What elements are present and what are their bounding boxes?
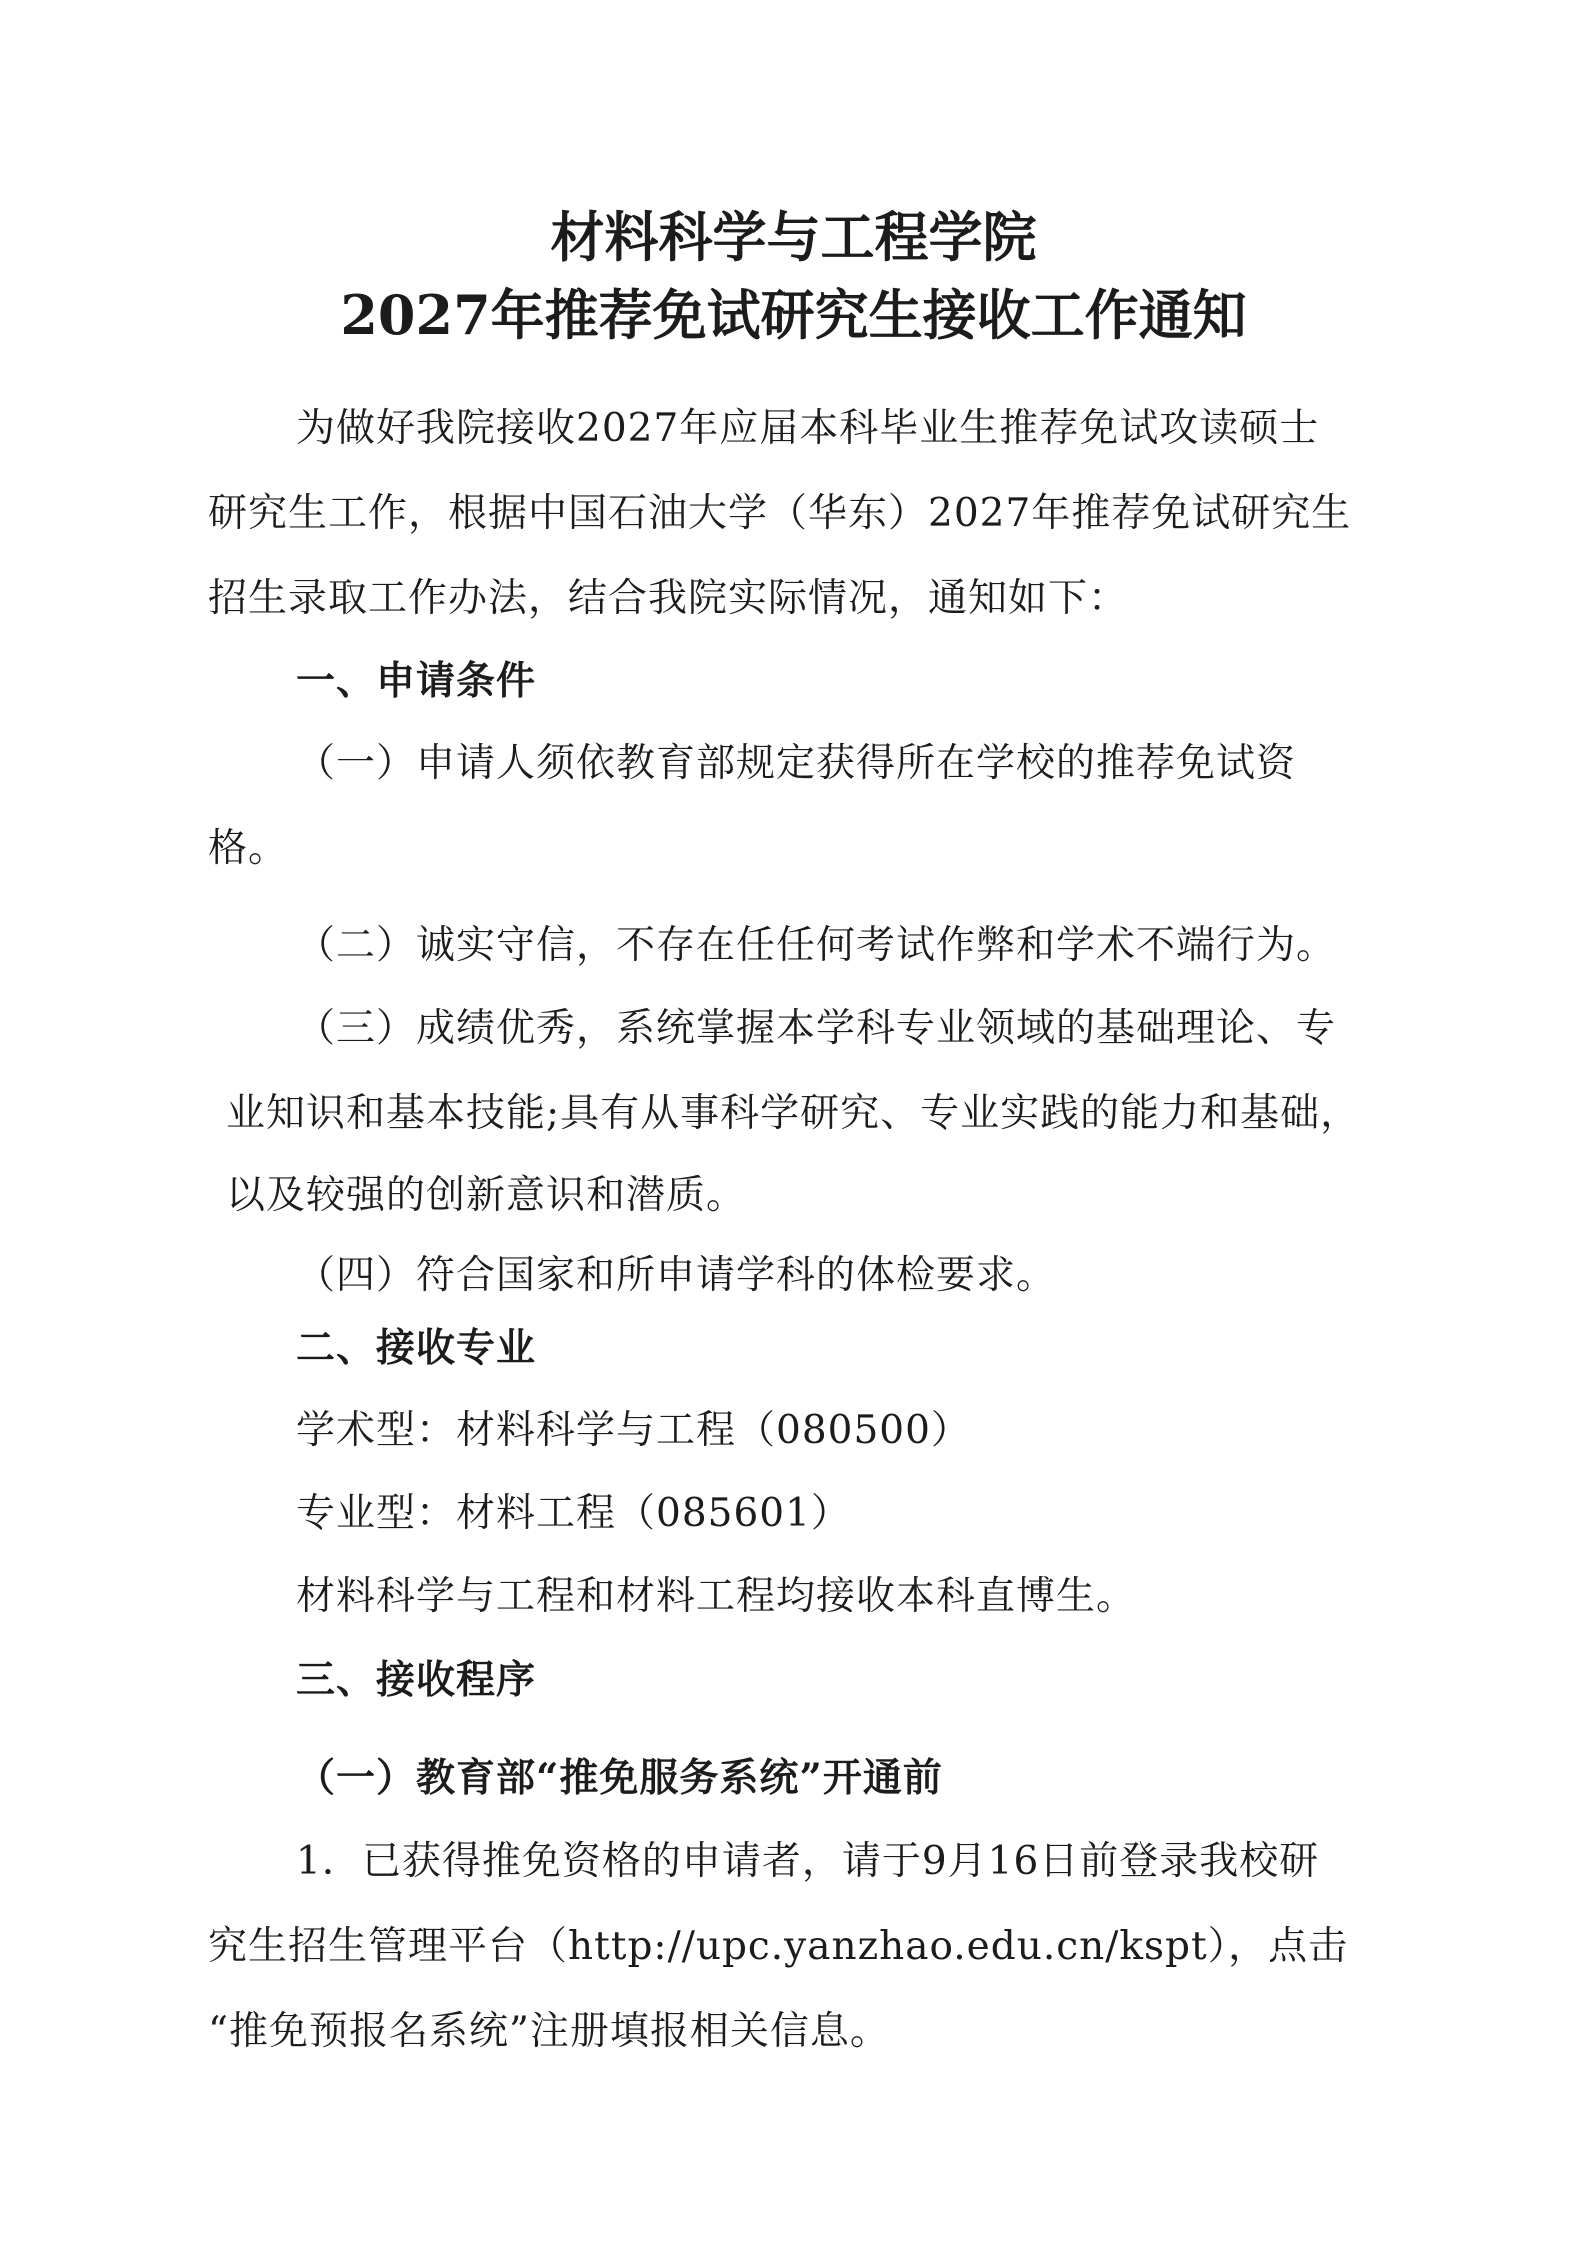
condition-1-line-1: （一）申请人须依教育部规定获得所在学校的推荐免试资 (296, 741, 1297, 786)
section-2-heading: 二、接收专业 (296, 1325, 537, 1371)
section-3-heading: 三、接收程序 (296, 1657, 537, 1703)
condition-4: （四）符合国家和所申请学科的体检要求。 (296, 1253, 1057, 1298)
step-1-line-1: 1．已获得推免资格的申请者，请于9月16日前登录我校研 (296, 1839, 1320, 1884)
step-1-line-3: “推免预报名系统”注册填报相关信息。 (208, 2009, 890, 2054)
condition-2: （二）诚实守信，不存在任任何考试作弊和学术不端行为。 (296, 923, 1337, 968)
condition-3-line-2: 业知识和基本技能;具有从事科学研究、专业实践的能力和基础， (226, 1091, 1361, 1136)
major-academic: 学术型：材料科学与工程（080500） (296, 1408, 971, 1453)
intro-line-3: 招生录取工作办法，结合我院实际情况，通知如下： (208, 576, 1129, 621)
section-3-subheading: （一）教育部“推免服务系统”开通前 (296, 1755, 943, 1801)
major-note: 材料科学与工程和材料工程均接收本科直博生。 (296, 1574, 1137, 1619)
condition-3-line-3: 以及较强的创新意识和潜质。 (226, 1173, 747, 1218)
document-title-line-1: 材料科学与工程学院 (550, 205, 1037, 269)
condition-3-line-1: （三）成绩优秀，系统掌握本学科专业领域的基础理论、专 (296, 1006, 1337, 1051)
intro-line-2: 研究生工作，根据中国石油大学（华东）2027年推荐免试研究生 (208, 491, 1352, 536)
condition-1-line-2: 格。 (208, 826, 289, 871)
document-title-line-2: 2027年推荐免试研究生接收工作通知 (340, 283, 1247, 347)
step-1-line-2: 究生招生管理平台（http://upc.yanzhao.edu.cn/kspt），点击 (208, 1924, 1349, 1969)
intro-line-1: 为做好我院接收2027年应届本科毕业生推荐免试攻读硕士 (296, 406, 1320, 451)
section-1-heading: 一、申请条件 (296, 658, 537, 704)
major-professional: 专业型：材料工程（085601） (296, 1491, 851, 1536)
